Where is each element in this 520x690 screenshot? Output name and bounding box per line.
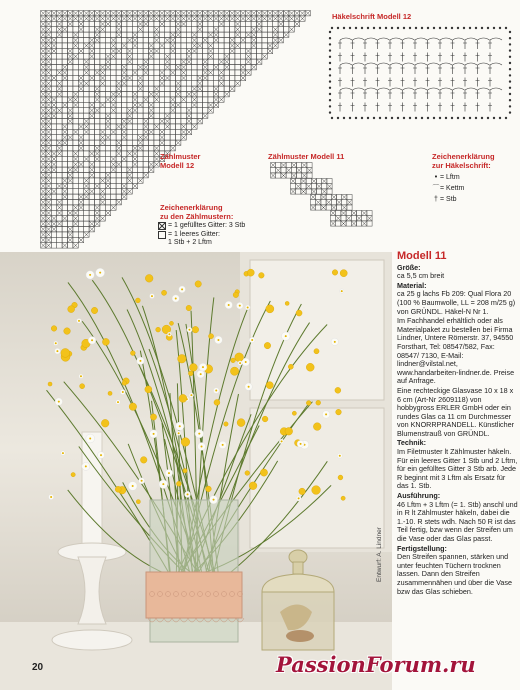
- groesse-text: ca 5,5 cm breit: [397, 271, 445, 281]
- chain-stitch-icon: •: [434, 174, 438, 181]
- haekelschrift-12-label: Häkelschrift Modell 12: [332, 12, 412, 21]
- photo-vase-flowers: [0, 252, 392, 690]
- bouquet-illustration: [0, 252, 392, 690]
- treble-stitch-icon: †: [434, 196, 438, 203]
- page-number: 20: [32, 662, 44, 673]
- article-column: [397, 252, 518, 682]
- slip-stitch-icon: ⌒: [432, 185, 440, 192]
- legend-haekel: [432, 172, 464, 205]
- fertigstellung-heading: Fertigstellung:: [397, 543, 447, 553]
- technik-text: Im Filetmuster lt Zählmuster häkeln. Für ein leeres Gitter 1 Stb und 2 Lftm, für ein gefülltes Gitter 3 Stb arb. Jede R beginnt mit 3 Lftm als Ersatz für das 1. Stb.: [397, 447, 518, 491]
- zaehlmuster-11-chart: [270, 162, 378, 244]
- material-heading: Material:: [397, 280, 427, 290]
- fachhandel-text: Im Fachhandel erhältlich oder als Materialpaket zu bestellen bei Firma Lindner, Untere Römerstr. 37, 94550 Forsthart, Tel: 08547/582, Fax: 08547/ 7130, E-Mail: lindner@vilstal.net, www.handarbeiten-lindner.de. Preise auf Anfrage.: [397, 316, 515, 386]
- zaehlmuster-12-label: Zählmuster Modell 12: [160, 152, 201, 170]
- legend-haekel-title: Zeichenerklärung zur Häkelschrift:: [432, 152, 495, 170]
- glasvase-text: Eine rechteckige Glasvase 10 x 18 x 6 cm (Art-Nr 2609118) von hobbygross ERLER GmbH oder ein rundes Glas ca 11 cm Durchmesser von KNORRPRANDELL. Künstlicher Blumenstrauß von GRÜNDL.: [397, 385, 515, 438]
- watermark: PassionForum.ru: [276, 652, 476, 677]
- empty-mesh-icon: [158, 231, 166, 239]
- material-text: ca 25 g lachs Fb 209: Qual Flora 20 (100 % Baumwolle, LL = 208 m/25 g) von GRÜNDL. Häkel-N Nr 1.: [397, 289, 516, 316]
- legend-zaehl-title: Zeichenerklärung zu den Zählmustern:: [160, 203, 234, 221]
- fertigstellung-text: Den Streifen spannen, stärken und unter feuchten Tüchern trocknen lassen. Dann den Streifen zusammennähen und über die Vase bzw das Glas schieben.: [397, 552, 512, 596]
- legend-filled-text: = 1 gefülltes Gitter: 3 Stb: [168, 222, 246, 229]
- haekelschrift-12-chart: [326, 24, 514, 122]
- photo-credit: Entwurf: A. Lindner: [376, 527, 383, 582]
- groesse-heading: Größe:: [397, 262, 421, 272]
- technik-heading: Technik:: [397, 438, 427, 448]
- legend-empty-text: = 1 leeres Gitter: 1 Stb + 2 Lftm: [168, 231, 220, 246]
- ausfuehrung-text: 46 Lftm + 3 Lftm (= 1. Stb) anschl und in R lt Zählmuster häkeln, dabei die 1.-10. R stets wdh. Nach 50 R ist das Teil fertig, bzw wenn der Streifen um die Vase oder das Glas passt.: [397, 499, 518, 543]
- legend-kettm: = Kettm: [440, 185, 465, 192]
- article-title: Modell 11: [397, 250, 447, 262]
- legend-stb: = Stb: [440, 196, 457, 203]
- legend-lftm: = Lftm: [440, 174, 460, 181]
- filled-mesh-icon: [158, 222, 166, 230]
- zaehlmuster-11-label: Zählmuster Modell 11: [268, 152, 345, 161]
- ausfuehrung-heading: Ausführung:: [397, 491, 441, 501]
- legend-zaehl: [158, 222, 245, 247]
